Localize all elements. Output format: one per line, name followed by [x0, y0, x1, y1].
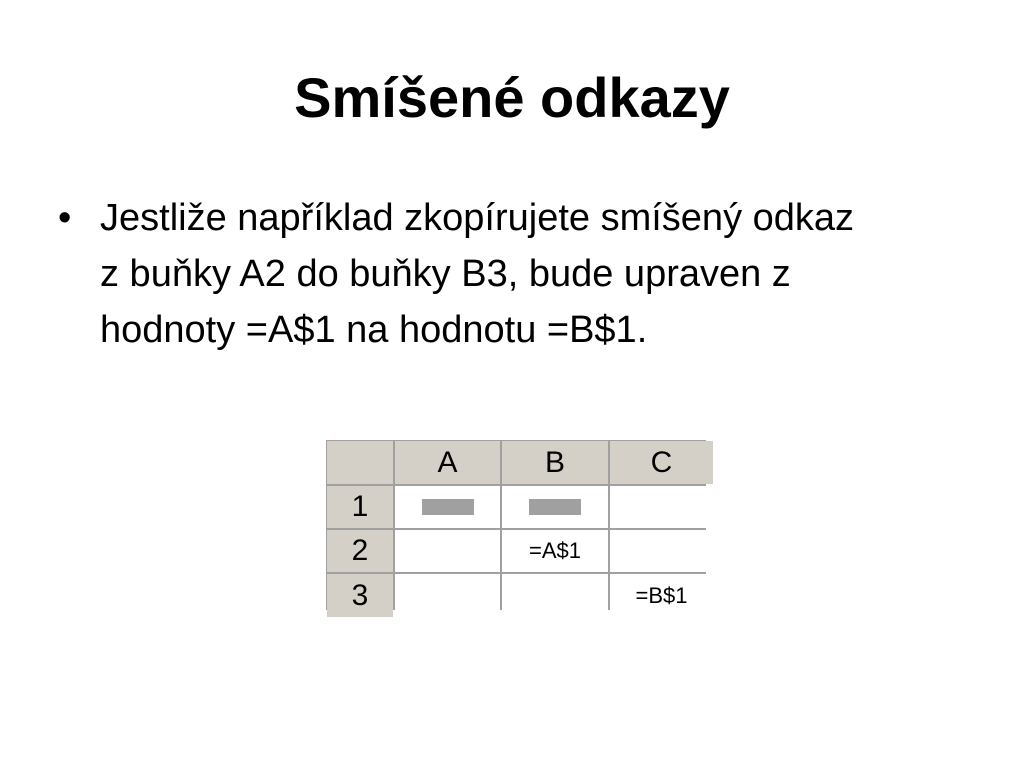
bullet-item	[58, 190, 878, 358]
bullet-list	[58, 190, 878, 358]
cell-b1	[502, 486, 608, 528]
cell-b2: =A$1	[502, 530, 608, 572]
bullet-text: Jestliže například zkopírujete smíšený odkaz z buňky A2 do buňky B3, bude upraven z hodnoty =A$1 na hodnotu =B$1.	[100, 197, 855, 351]
sheet-corner-cell	[327, 441, 393, 484]
spreadsheet-example	[326, 440, 706, 610]
row-header-1: 1	[327, 486, 393, 528]
row-header-2: 2	[327, 530, 393, 572]
row-header-3: 3	[327, 574, 393, 617]
cell-c2	[610, 530, 713, 572]
bullet-marker: •	[58, 197, 72, 239]
slide-title: Smíšené odkazy	[294, 66, 730, 129]
cell-a2	[395, 530, 500, 572]
column-header-c: C	[610, 441, 713, 484]
cell-c3: =B$1	[610, 574, 713, 617]
shaded-cell-marker	[529, 499, 581, 515]
shaded-cell-marker	[422, 499, 474, 515]
cell-c1	[610, 486, 713, 528]
cell-a3	[395, 574, 500, 617]
cell-b3	[502, 574, 608, 617]
cell-a1	[395, 486, 500, 528]
column-header-b: B	[502, 441, 608, 484]
column-header-a: A	[395, 441, 500, 484]
